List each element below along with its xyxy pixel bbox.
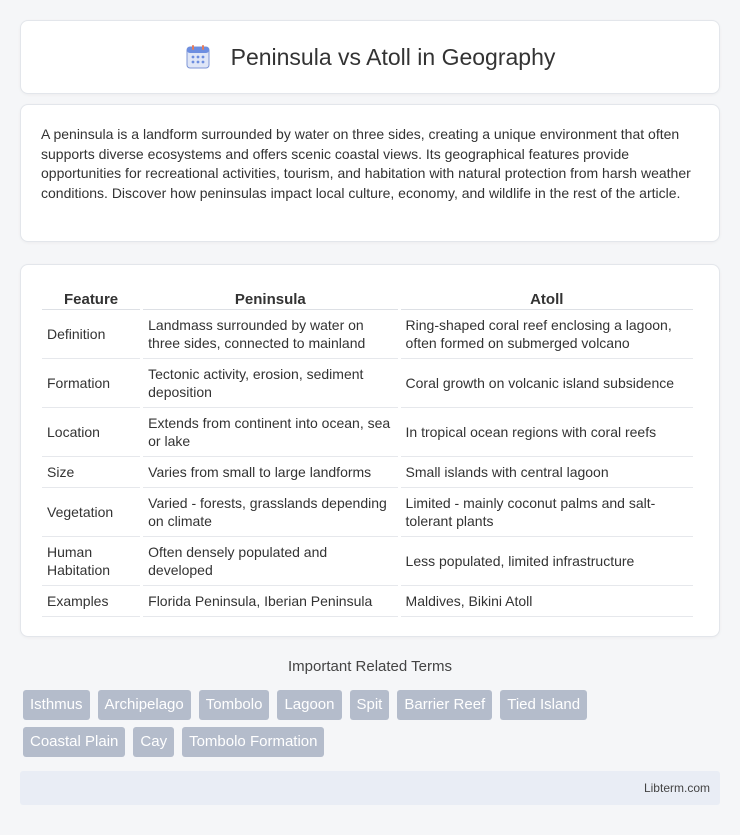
- feature-cell: Size: [42, 457, 140, 488]
- feature-cell: Human Habitation: [42, 537, 140, 586]
- calendar-grid-icon: [185, 44, 211, 70]
- related-terms-tags: [23, 690, 623, 757]
- atoll-cell: In tropical ocean regions with coral reefs: [401, 408, 693, 457]
- peninsula-cell: Varies from small to large landforms: [143, 457, 397, 488]
- atoll-cell: Limited - mainly coconut palms and salt-tolerant plants: [401, 488, 693, 537]
- footer-site-link[interactable]: Libterm.com: [643, 781, 710, 795]
- peninsula-cell: Florida Peninsula, Iberian Peninsula: [143, 586, 397, 617]
- table-row: [42, 310, 693, 359]
- peninsula-cell: Extends from continent into ocean, sea or lake: [143, 408, 397, 457]
- atoll-cell: Small islands with central lagoon: [401, 457, 693, 488]
- related-tag[interactable]: Archipelago: [98, 690, 191, 720]
- header-peninsula: Peninsula: [143, 285, 397, 310]
- table-row: [42, 359, 693, 408]
- peninsula-cell: Tectonic activity, erosion, sediment deposition: [143, 359, 397, 408]
- feature-cell: Formation: [42, 359, 140, 408]
- header-card: [20, 20, 720, 94]
- intro-card: [20, 104, 720, 242]
- atoll-cell: Maldives, Bikini Atoll: [401, 586, 693, 617]
- related-tag[interactable]: Tied Island: [500, 690, 587, 720]
- header-atoll: Atoll: [401, 285, 693, 310]
- related-tag[interactable]: Isthmus: [23, 690, 90, 720]
- related-tag[interactable]: Tombolo: [199, 690, 270, 720]
- table-row: [42, 457, 693, 488]
- related-terms-title: Important Related Terms: [288, 658, 452, 675]
- feature-cell: Definition: [42, 310, 140, 359]
- intro-paragraph: A peninsula is a landform surrounded by water on three sides, creating a unique environment that often supports diverse ecosystems and offers scenic coastal views. Its geographical features provide opportunities for recreational activities, tourism, and habitation with natural protection from harsh weather conditions. Discover how peninsulas impact local culture, economy, and wildlife in the rest of the article.: [41, 126, 691, 201]
- feature-cell: Location: [42, 408, 140, 457]
- atoll-cell: Coral growth on volcanic island subsidence: [401, 359, 693, 408]
- page-title: Peninsula vs Atoll in Geography: [230, 43, 556, 70]
- table-row: [42, 488, 693, 537]
- table-row: [42, 537, 693, 586]
- footer: [20, 771, 720, 805]
- related-tag[interactable]: Coastal Plain: [23, 727, 125, 757]
- table-row: [42, 408, 693, 457]
- comparison-table-card: [20, 264, 720, 637]
- related-tag[interactable]: Tombolo Formation: [182, 727, 324, 757]
- feature-cell: Vegetation: [42, 488, 140, 537]
- related-tag[interactable]: Barrier Reef: [397, 690, 492, 720]
- peninsula-cell: Often densely populated and developed: [143, 537, 397, 586]
- atoll-cell: Ring-shaped coral reef enclosing a lagoon, often formed on submerged volcano: [401, 310, 693, 359]
- peninsula-cell: Landmass surrounded by water on three sides, connected to mainland: [143, 310, 397, 359]
- table-header-row: [42, 285, 693, 310]
- related-tag[interactable]: Spit: [350, 690, 390, 720]
- related-tag[interactable]: Lagoon: [277, 690, 341, 720]
- header-feature: Feature: [42, 285, 140, 310]
- atoll-cell: Less populated, limited infrastructure: [401, 537, 693, 586]
- table-row: [42, 586, 693, 617]
- comparison-table: [39, 285, 696, 617]
- feature-cell: Examples: [42, 586, 140, 617]
- peninsula-cell: Varied - forests, grasslands depending on climate: [143, 488, 397, 537]
- related-tag[interactable]: Cay: [133, 727, 174, 757]
